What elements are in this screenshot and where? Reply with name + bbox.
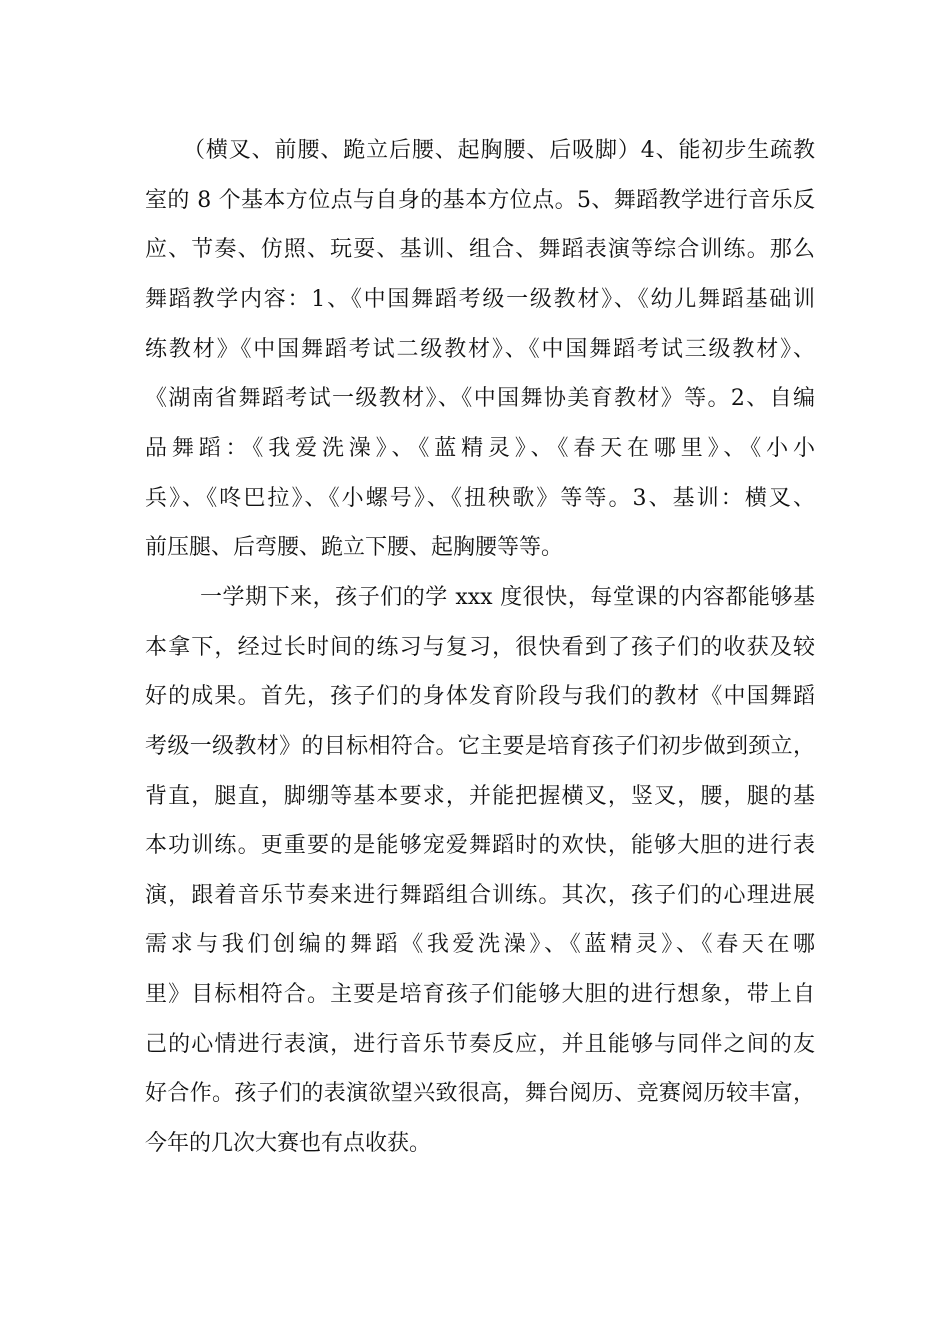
text-line: 考级一级教材》的目标相符合。它主要是培育孩子们初步做到颈立， [145, 734, 815, 759]
text-line: 今年的几次大赛也有点收获。 [145, 1131, 432, 1156]
text-line: 兵》、《咚巴拉》、《小螺号》、《扭秧歌》等等。3、基训：横叉、 [145, 486, 815, 511]
text-line: 一学期下来，孩子们的学 xxx 度很快，每堂课的内容都能够基 [200, 585, 815, 610]
text-line: 好的成果。首先，孩子们的身体发育阶段与我们的教材《中国舞蹈 [145, 684, 815, 709]
text-line: 《湖南省舞蹈考试一级教材》、《中国舞协美育教材》等。2、自编 [145, 386, 815, 411]
text-line: 演，跟着音乐节奏来进行舞蹈组合训练。其次，孩子们的心理进展 [145, 883, 815, 908]
text-line: 品舞蹈：《我爱洗澡》、《蓝精灵》、《春天在哪里》、《小小 [145, 436, 815, 461]
text-line: 室的 8 个基本方位点与自身的基本方位点。5、舞蹈教学进行音乐反 [145, 188, 815, 213]
text-line: 前压腿、后弯腰、跪立下腰、起胸腰等等。 [145, 535, 564, 560]
text-line: （横叉、前腰、跪立后腰、起胸腰、后吸脚）4、能初步生疏教 [183, 138, 815, 163]
text-line: 需求与我们创编的舞蹈《我爱洗澡》、《蓝精灵》、《春天在哪 [145, 932, 815, 957]
text-line: 本功训练。更重要的是能够宠爱舞蹈时的欢快，能够大胆的进行表 [145, 833, 815, 858]
text-line: 练教材》《中国舞蹈考试二级教材》、《中国舞蹈考试三级教材》、 [145, 337, 815, 362]
text-line: 好合作。孩子们的表演欲望兴致很高，舞台阅历、竞赛阅历较丰富， [145, 1081, 815, 1106]
text-line: 应、节奏、仿照、玩耍、基训、组合、舞蹈表演等综合训练。那么 [145, 237, 815, 262]
text-line: 己的心情进行表演，进行音乐节奏反应，并且能够与同伴之间的友 [145, 1032, 815, 1057]
text-line: 背直，腿直，脚绷等基本要求，并能把握横叉，竖叉，腰，腿的基 [145, 784, 815, 809]
text-line: 本拿下，经过长时间的练习与复习，很快看到了孩子们的收获及较 [145, 635, 815, 660]
text-line: 里》目标相符合。主要是培育孩子们能够大胆的进行想象，带上自 [145, 982, 815, 1007]
text-line: 舞蹈教学内容：1、《中国舞蹈考级一级教材》、《幼儿舞蹈基础训 [145, 287, 815, 312]
